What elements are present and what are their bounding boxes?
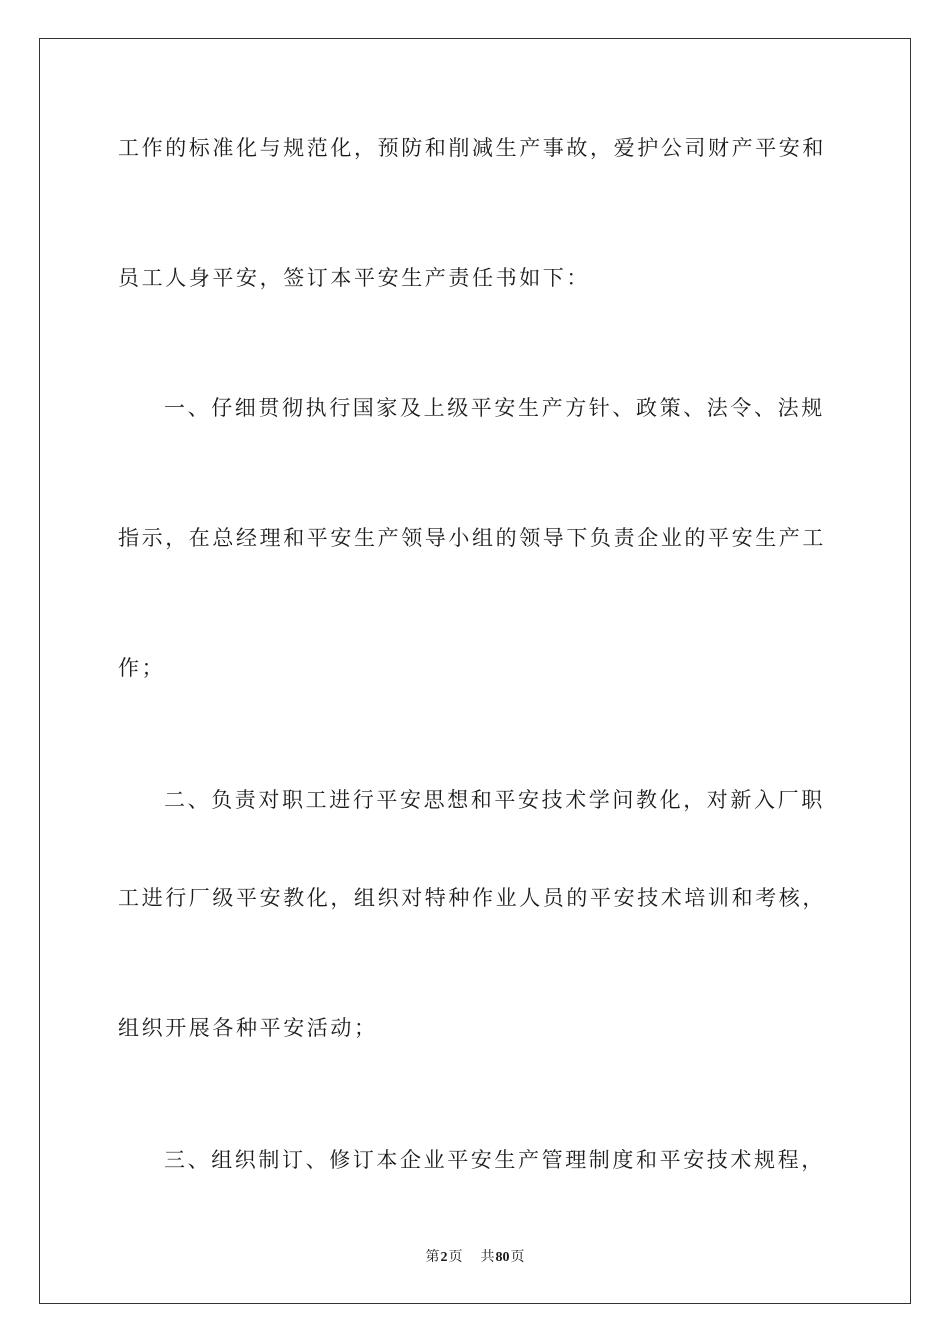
page-label-suffix: 页 [448, 1249, 463, 1265]
text-line: 员工人身平安，签订本平安生产责任书如下： [118, 266, 590, 290]
text-line: 工作的标准化与规范化，预防和削减生产事故，爱护公司财产平安和 [118, 136, 826, 160]
page-number: 2 [440, 1250, 448, 1265]
text-line: 一、仔细贯彻执行国家及上级平安生产方针、政策、法令、法规 [164, 396, 825, 420]
total-pages: 80 [495, 1250, 510, 1265]
text-line: 工进行厂级平安教化，组织对特种作业人员的平安技术培训和考核， [118, 886, 826, 910]
text-line: 三、组织制订、修订本企业平安生产管理制度和平安技术规程， [164, 1148, 825, 1172]
page-footer [0, 1248, 950, 1267]
total-label-prefix: 共 [480, 1249, 495, 1265]
text-line: 作； [118, 656, 166, 680]
total-label-suffix: 页 [510, 1249, 525, 1265]
text-line: 二、负责对职工进行平安思想和平安技术学问教化，对新入厂职 [164, 788, 825, 812]
text-line: 组织开展各种平安活动； [118, 1016, 378, 1040]
page-label-prefix: 第 [425, 1249, 440, 1265]
text-line: 指示，在总经理和平安生产领导小组的领导下负责企业的平安生产工 [118, 526, 826, 550]
